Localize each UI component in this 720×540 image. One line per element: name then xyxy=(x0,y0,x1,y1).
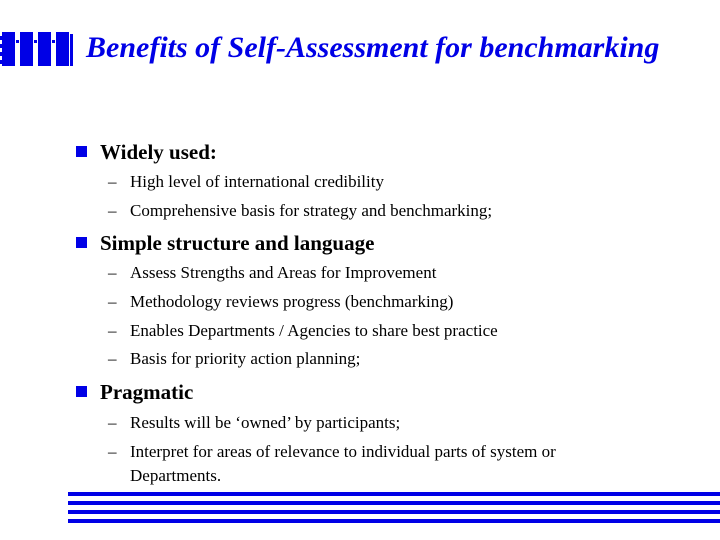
dash-marker: – xyxy=(108,172,117,191)
sub-item-text: Enables Departments / Agencies to share best practice xyxy=(130,321,498,340)
dash-marker: – xyxy=(108,321,117,340)
dash-marker: – xyxy=(108,413,117,432)
bullet-text: Widely used: xyxy=(100,140,217,164)
square-bullet-icon xyxy=(76,237,87,248)
sub-item-text: Interpret for areas of relevance to individual parts of system or Departments. xyxy=(130,442,556,485)
dash-marker: – xyxy=(108,442,117,461)
square-bullet-icon xyxy=(76,386,87,397)
dash-marker: – xyxy=(108,349,117,368)
dash-marker: – xyxy=(108,263,117,282)
dash-marker: – xyxy=(108,292,117,311)
sub-item-text: Comprehensive basis for strategy and benchmarking; xyxy=(130,201,493,220)
dash-marker: – xyxy=(108,201,117,220)
footer-stripes-decoration xyxy=(68,490,720,530)
square-bullet-icon xyxy=(76,146,87,157)
bullet-text: Simple structure and language xyxy=(100,231,375,255)
sub-item-text: Basis for priority action planning; xyxy=(130,349,361,368)
sub-item-text: Results will be ‘owned’ by participants; xyxy=(130,413,401,432)
sub-item-text: Assess Strengths and Areas for Improvement xyxy=(130,263,437,282)
sub-item-text: Methodology reviews progress (benchmarking) xyxy=(130,292,454,311)
sub-item-text: High level of international credibility xyxy=(130,172,384,191)
slide-title: Benefits of Self-Assessment for benchmarking xyxy=(86,31,660,64)
bullet-text: Pragmatic xyxy=(100,380,194,404)
